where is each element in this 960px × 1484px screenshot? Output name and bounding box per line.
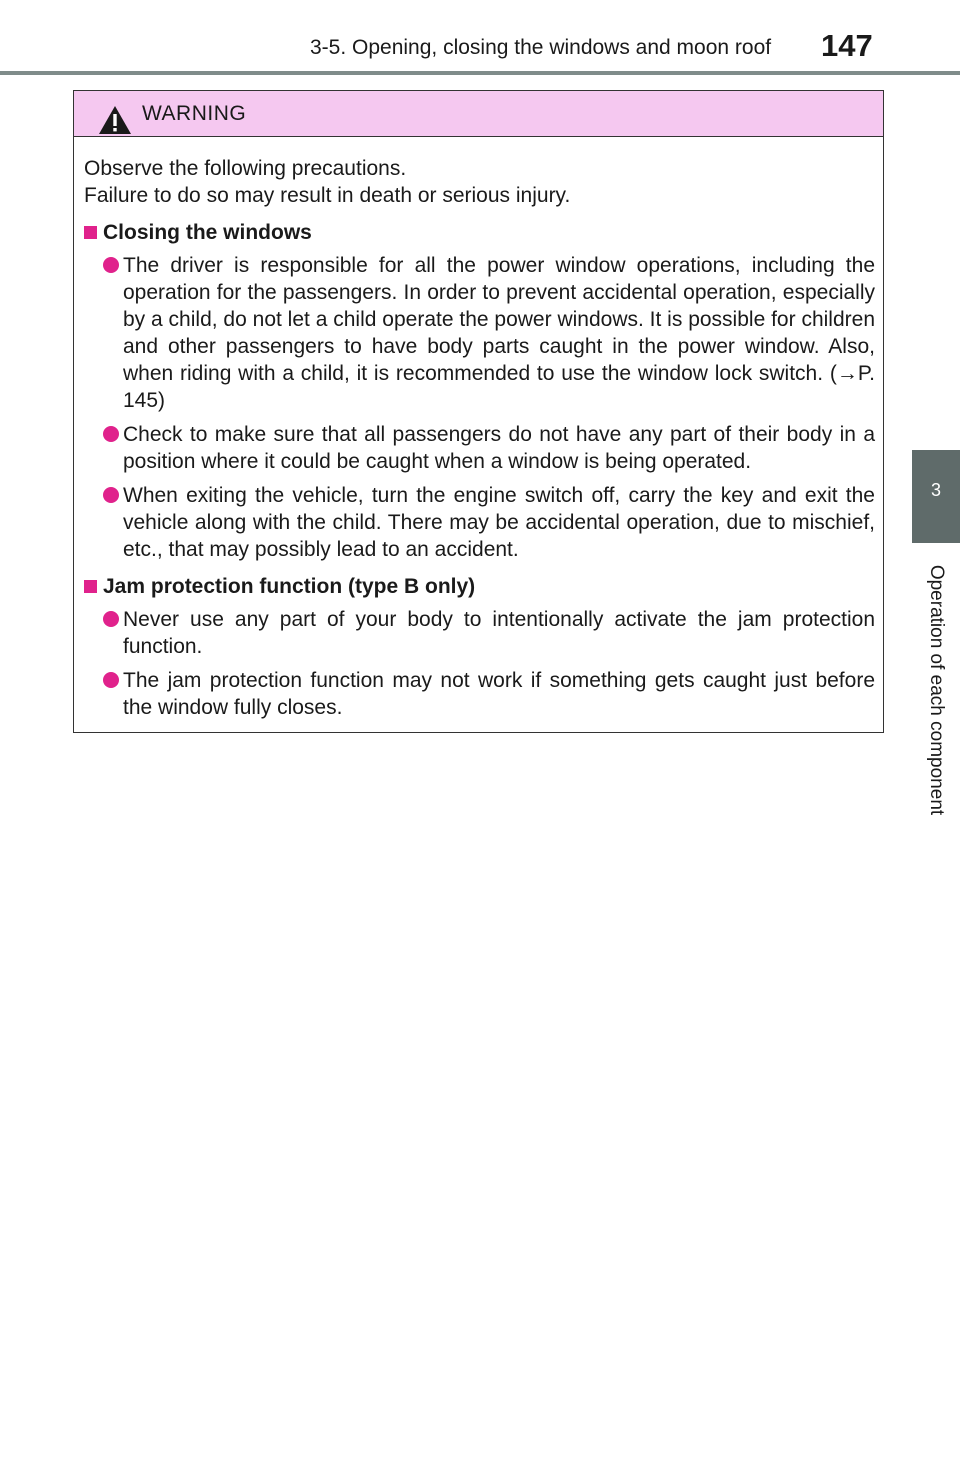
chapter-number: 3 bbox=[930, 480, 941, 500]
header-rule bbox=[0, 71, 960, 75]
chapter-side-tab bbox=[912, 450, 960, 543]
bullet-item-text: The jam protection function may not work if something gets caught just before the window fully closes. bbox=[123, 669, 875, 719]
warning-body bbox=[74, 137, 883, 721]
warning-box bbox=[73, 90, 884, 733]
warning-header bbox=[74, 91, 883, 137]
dot-bullet-icon bbox=[103, 487, 119, 503]
dot-bullet-icon bbox=[103, 672, 119, 688]
chapter-label: Operation of each component bbox=[926, 564, 947, 816]
square-bullet-icon bbox=[84, 226, 97, 239]
page-number: 147 bbox=[821, 28, 873, 63]
bullet-item bbox=[84, 667, 875, 721]
warning-intro: Observe the following precautions. bbox=[84, 157, 407, 180]
dot-bullet-icon bbox=[103, 611, 119, 627]
bullet-item bbox=[84, 421, 875, 475]
bullet-item-text: Never use any part of your body to intentionally activate the jam protection function. bbox=[123, 608, 875, 658]
dot-bullet-icon bbox=[103, 257, 119, 273]
bullet-item-text: The driver is responsible for all the power window operations, including the operation for the passengers. In order to prevent accidental operation, especially by a child, do not let a child operate the power windows. It is possible for children and other passengers to have body parts caught in the power window. Also, when riding with a child, it is recommended to use the window lock switch. (→P. 145) bbox=[123, 254, 875, 412]
dot-bullet-icon bbox=[103, 426, 119, 442]
section-heading-text: Closing the windows bbox=[103, 221, 312, 244]
square-bullet-icon bbox=[84, 580, 97, 593]
header-section-title: 3-5. Opening, closing the windows and moon roof bbox=[310, 36, 772, 59]
bullet-item bbox=[84, 606, 875, 660]
bullet-item bbox=[84, 482, 875, 563]
warning-intro: Failure to do so may result in death or serious injury. bbox=[84, 184, 571, 207]
warning-label: WARNING bbox=[142, 102, 247, 125]
section-heading bbox=[84, 219, 875, 246]
warning-triangle-icon bbox=[98, 105, 132, 135]
section-heading bbox=[84, 573, 875, 600]
bullet-item-text: When exiting the vehicle, turn the engine switch off, carry the key and exit the vehicle along with the child. There may be accidental operation, due to mischief, etc., that may possibly lead to an accident. bbox=[123, 484, 875, 561]
bullet-item-text: Check to make sure that all passengers do not have any part of their body in a position where it could be caught when a window is being operated. bbox=[123, 423, 875, 473]
bullet-item bbox=[84, 252, 875, 414]
section-heading-text: Jam protection function (type B only) bbox=[103, 575, 476, 598]
